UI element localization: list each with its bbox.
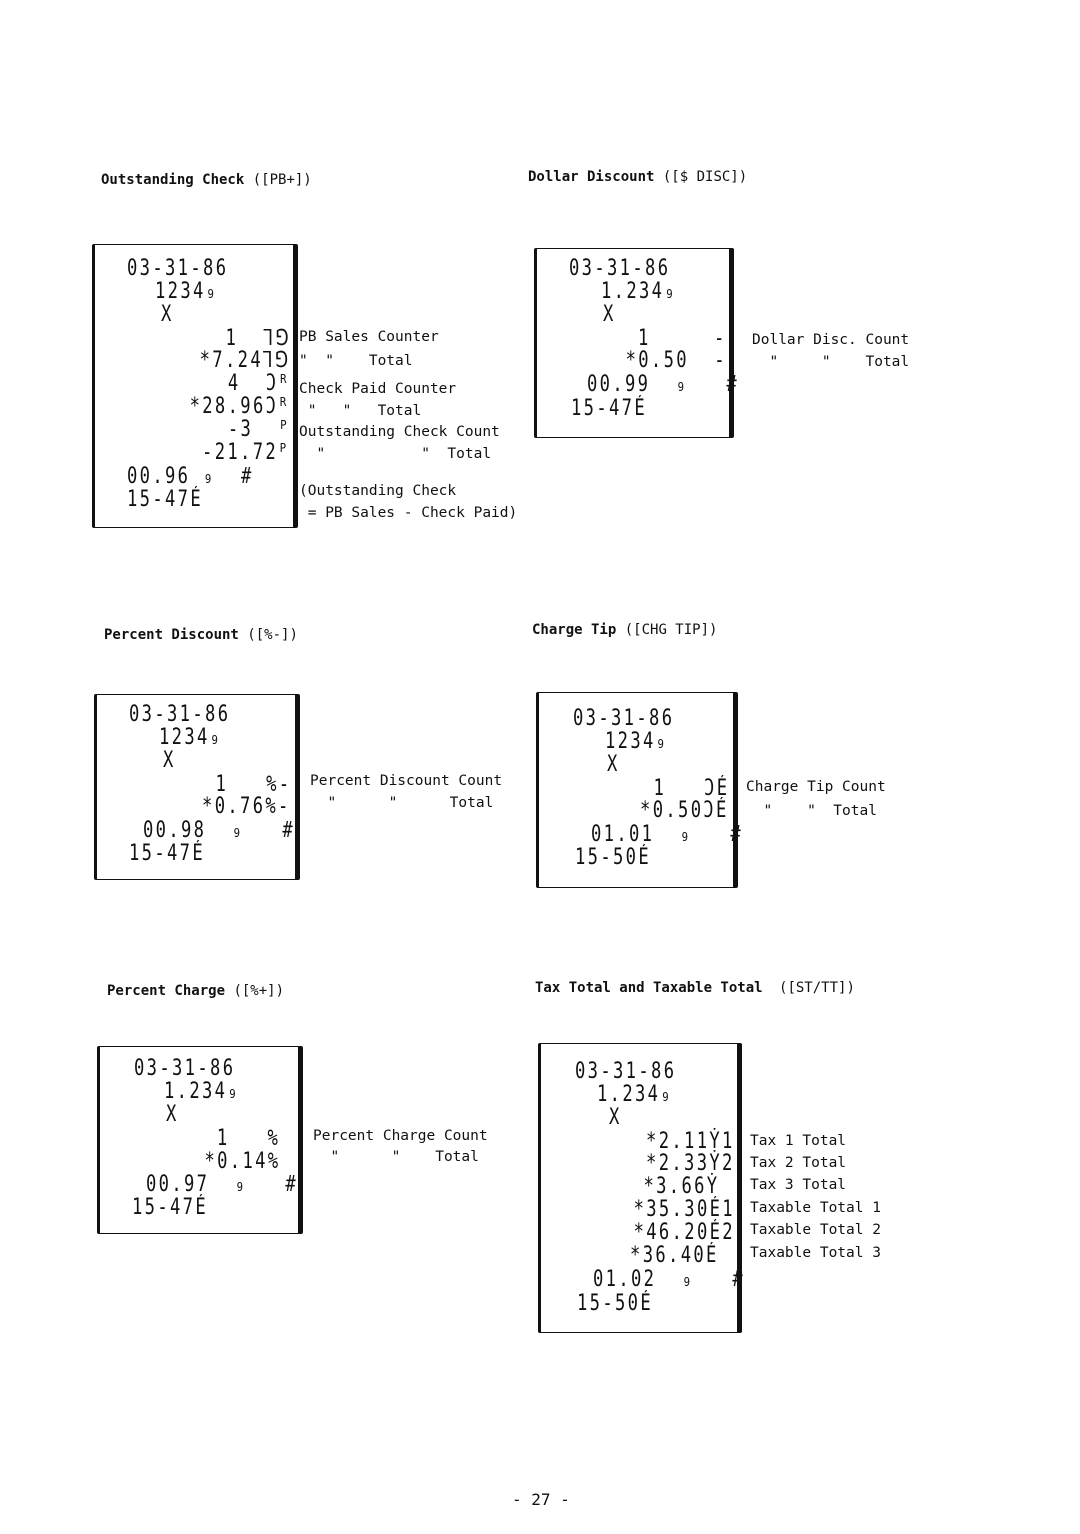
- heading-key: ([PB+]): [252, 172, 312, 188]
- note: " " Total: [313, 1149, 479, 1165]
- note: Check Paid Counter: [299, 381, 457, 397]
- note: " " Total: [299, 446, 492, 462]
- receipt-time: 15-50É: [577, 1291, 654, 1316]
- receipt-date: 03-31-86: [134, 1056, 236, 1081]
- receipt-date: 03-31-86: [129, 702, 231, 727]
- heading-key: ([%+]): [233, 983, 285, 999]
- receipt-id: 1234₉: [159, 725, 223, 750]
- receipt-mode: X: [609, 1105, 622, 1130]
- note: " " Total: [752, 354, 910, 370]
- receipt-line: 1 ƆÉ: [652, 776, 729, 801]
- receipt-line: 4 Ɔᴿ: [227, 371, 291, 396]
- receipt-line: 1 %-: [214, 772, 291, 797]
- receipt-tax-total: [538, 1043, 746, 1333]
- note: Dollar Disc. Count: [752, 332, 910, 348]
- heading-key: ([%-]): [247, 627, 298, 643]
- heading-dollar-discount: [528, 169, 747, 185]
- receipt-mode: X: [607, 752, 620, 777]
- receipt-date: 03-31-86: [575, 1059, 677, 1084]
- heading-percent-discount: [104, 627, 298, 643]
- receipt-id: 1.234₉: [601, 279, 678, 304]
- receipt-mode: X: [163, 748, 176, 773]
- receipt-footer: 00.97 ₉ #: [146, 1172, 299, 1197]
- receipt-time: 15-47É: [127, 487, 204, 512]
- receipt-footer: 00.98 ₉ #: [143, 818, 296, 843]
- heading-key: ([$ DISC]): [662, 169, 748, 185]
- heading-title: Charge Tip: [532, 622, 617, 638]
- heading-key: ([CHG TIP]): [624, 622, 718, 638]
- receipt-line: -21.72ᴾ: [202, 440, 291, 465]
- receipt-line: -3 ᴾ: [227, 417, 291, 442]
- note: " " Total: [746, 803, 877, 819]
- receipt-line: *28.96Ɔᴿ: [189, 394, 291, 419]
- receipt-id: 1234₉: [605, 729, 669, 754]
- receipt-line: *0.76%-: [202, 794, 291, 819]
- page-number: - 27 -: [512, 1490, 570, 1509]
- note: Percent Charge Count: [313, 1128, 488, 1144]
- receipt-time: 15-47É: [132, 1195, 209, 1220]
- note: Outstanding Check Count: [299, 424, 500, 440]
- receipt-line: *0.14%: [203, 1149, 280, 1174]
- receipt-time: 15-47É: [571, 396, 648, 421]
- receipt-id: 1.234₉: [164, 1079, 241, 1104]
- note: Taxable Total 1: [750, 1200, 881, 1216]
- receipt-line: *2.33Ẏ2: [646, 1151, 735, 1176]
- receipt-time: 15-47É: [129, 841, 206, 866]
- heading-charge-tip: [532, 622, 717, 638]
- heading-title: Percent Charge: [107, 983, 226, 999]
- note: " " Total: [299, 403, 422, 419]
- heading-title: Tax Total and Taxable Total: [535, 980, 763, 996]
- note: Taxable Total 3: [750, 1245, 881, 1261]
- receipt-dollar-discount: [534, 248, 740, 438]
- heading-title: Percent Discount: [104, 627, 239, 643]
- receipt-line: 1 -: [638, 326, 727, 351]
- receipt-line: 1 ⅂⅁: [225, 326, 291, 351]
- receipt-line: *3.66Ẏ: [642, 1174, 719, 1199]
- receipt-footer: 01.01 ₉ #: [591, 822, 744, 847]
- receipt-date: 03-31-86: [573, 706, 675, 731]
- receipt-id: 1.234₉: [597, 1082, 674, 1107]
- note: Tax 1 Total: [750, 1133, 847, 1149]
- note: (Outstanding Check: [299, 483, 457, 499]
- receipt-line: *0.50 -: [625, 348, 727, 373]
- receipt-line: *35.30É1: [633, 1197, 735, 1222]
- receipt-footer: 00.96 ₉ #: [127, 464, 254, 489]
- receipt-outstanding-check: [92, 244, 298, 528]
- receipt-mode: X: [161, 302, 174, 327]
- receipt-line: *2.11Ẏ1: [646, 1129, 735, 1154]
- receipt-percent-charge: [97, 1046, 303, 1234]
- receipt-line: *46.20É2: [633, 1220, 735, 1245]
- receipt-line: *7.24⅂⅁: [200, 348, 291, 373]
- receipt-id: 1234₉: [155, 279, 219, 304]
- note: Charge Tip Count: [746, 779, 886, 795]
- receipt-line: *36.40É: [630, 1243, 719, 1268]
- note: = PB Sales - Check Paid): [299, 505, 518, 521]
- receipt-footer: 00.99 ₉ #: [587, 372, 740, 397]
- note: PB Sales Counter: [299, 329, 439, 345]
- receipt-date: 03-31-86: [569, 256, 671, 281]
- heading-key: ([ST/TT]): [779, 980, 855, 996]
- note: Taxable Total 2: [750, 1222, 881, 1238]
- heading-outstanding-check: [101, 172, 312, 188]
- note: " " Total: [310, 795, 494, 811]
- receipt-line: *0.50ƆÉ: [640, 798, 729, 823]
- receipt-date: 03-31-86: [127, 256, 229, 281]
- note: Tax 2 Total: [750, 1155, 847, 1171]
- note: Tax 3 Total: [750, 1177, 847, 1193]
- receipt-mode: X: [603, 302, 616, 327]
- receipt-percent-discount: [94, 694, 300, 880]
- receipt-time: 15-50É: [575, 845, 652, 870]
- receipt-mode: X: [166, 1102, 179, 1127]
- receipt-footer: 01.02 ₉ #: [593, 1267, 746, 1292]
- receipt-charge-tip: [536, 692, 744, 888]
- heading-title: Outstanding Check: [101, 172, 245, 188]
- heading-percent-charge: [107, 983, 284, 999]
- note: Percent Discount Count: [310, 773, 503, 789]
- note: " " Total: [299, 353, 413, 369]
- heading-title: Dollar Discount: [528, 169, 655, 185]
- receipt-line: 1 %: [216, 1126, 280, 1151]
- heading-tax-total: [535, 980, 855, 996]
